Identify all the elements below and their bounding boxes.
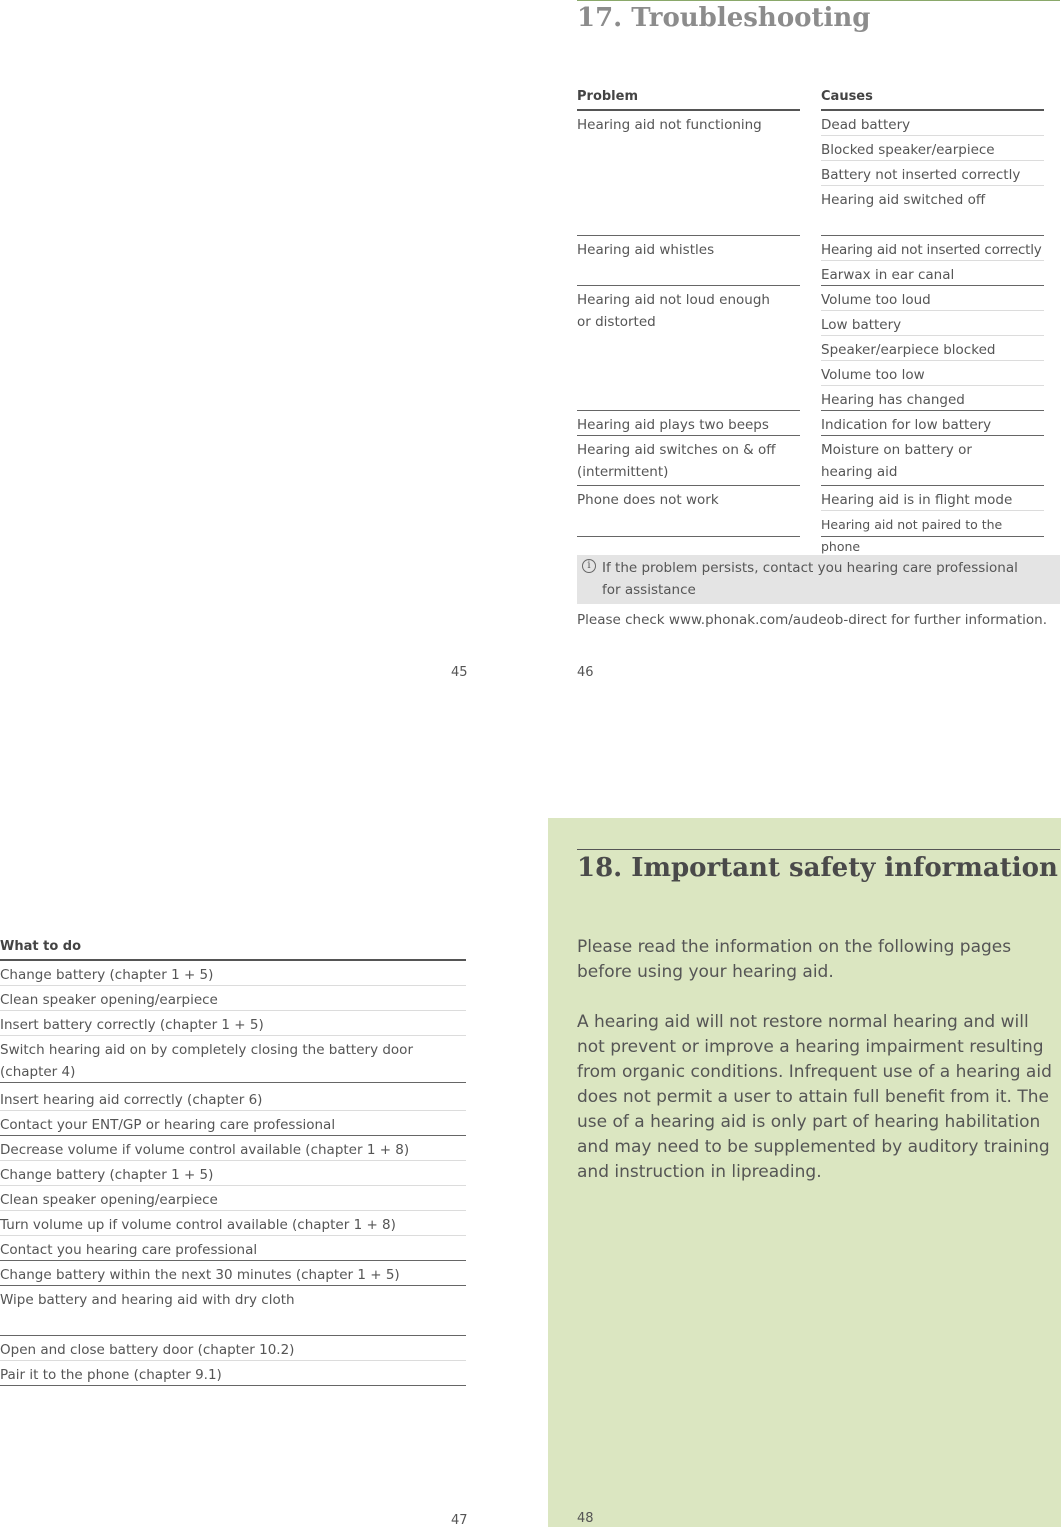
safety-paragraph: Please read the information on the following pages before using your hearing aid. bbox=[577, 937, 1012, 982]
cause-row: Volume too loud bbox=[821, 286, 1044, 311]
action-row: Contact your ENT/GP or hearing care professional bbox=[0, 1111, 466, 1136]
page-title-safety: 18. Important safety information bbox=[577, 853, 1058, 883]
problem-row: Hearing aid whistles bbox=[577, 236, 800, 286]
info-icon: i bbox=[582, 559, 596, 573]
page-number: 45 bbox=[451, 665, 468, 680]
page-number: 47 bbox=[451, 1513, 468, 1528]
cause-row: Hearing aid not paired to the phone bbox=[821, 511, 1044, 537]
action-row: Open and close battery door (chapter 10.2) bbox=[0, 1336, 466, 1361]
causes-column-header: Causes bbox=[821, 89, 1044, 111]
action-row: Clean speaker opening/earpiece bbox=[0, 1186, 466, 1211]
action-row: Pair it to the phone (chapter 9.1) bbox=[0, 1361, 466, 1386]
cause-row: Blocked speaker/earpiece bbox=[821, 136, 1044, 161]
further-information-text: Please check www.phonak.com/audeob-direct for further information. bbox=[577, 612, 1048, 628]
action-row: Turn volume up if volume control available (chapter 1 + 8) bbox=[0, 1211, 466, 1236]
action-row: Change battery within the next 30 minutes (chapter 1 + 5) bbox=[0, 1261, 466, 1286]
cause-row: Hearing has changed bbox=[821, 386, 1044, 411]
problem-column-header: Problem bbox=[577, 89, 800, 111]
action-row: Contact you hearing care professional bbox=[0, 1236, 466, 1261]
cause-row: Earwax in ear canal bbox=[821, 261, 1044, 286]
action-row: Switch hearing aid on by completely closing the battery door (chapter 4) bbox=[0, 1036, 466, 1083]
action-row: Insert battery correctly (chapter 1 + 5) bbox=[0, 1011, 466, 1036]
action-row: Decrease volume if volume control available (chapter 1 + 8) bbox=[0, 1136, 466, 1161]
problem-row: Hearing aid plays two beeps bbox=[577, 411, 800, 436]
cause-row: Low battery bbox=[821, 311, 1044, 336]
cause-row: Moisture on battery or hearing aid bbox=[821, 436, 1044, 486]
cause-row: Volume too low bbox=[821, 361, 1044, 386]
problem-row: Hearing aid switches on & off (intermittent) bbox=[577, 436, 800, 486]
cause-row: Battery not inserted correctly bbox=[821, 161, 1044, 186]
action-row: Wipe battery and hearing aid with dry cloth bbox=[0, 1286, 466, 1336]
cause-row: Speaker/earpiece blocked bbox=[821, 336, 1044, 361]
cause-row: Dead battery bbox=[821, 111, 1044, 136]
action-row: Insert hearing aid correctly (chapter 6) bbox=[0, 1086, 466, 1111]
cause-row: Hearing aid is in flight mode bbox=[821, 486, 1044, 511]
info-note: i If the problem persists, contact you hearing care professional for assistance bbox=[577, 555, 1060, 604]
what-to-do-header: What to do bbox=[0, 939, 466, 961]
problem-row: Hearing aid not functioning bbox=[577, 111, 800, 236]
action-row: Clean speaker opening/earpiece bbox=[0, 986, 466, 1011]
title-rule bbox=[577, 0, 1060, 1]
safety-paragraph: A hearing aid will not restore normal hearing and will not prevent or improve a hearing impairment resulting from organic conditions. Infrequent use of a hearing aid does not permit a user to attain full benefit from it. The use of a hearing aid is only part of hearing habilitation and may need to be supplemented by auditory training and instruction in lipreading. bbox=[577, 1012, 1052, 1182]
cause-row: Hearing aid switched off bbox=[821, 186, 1044, 236]
cause-row: Indication for low battery bbox=[821, 411, 1044, 436]
page-number: 46 bbox=[577, 665, 594, 680]
page-number: 48 bbox=[577, 1511, 594, 1526]
problem-row: Phone does not work bbox=[577, 486, 800, 537]
title-rule bbox=[577, 849, 1060, 850]
action-row: Change battery (chapter 1 + 5) bbox=[0, 1161, 466, 1186]
cause-row: Hearing aid not inserted correctly bbox=[821, 236, 1044, 261]
page-title-troubleshooting: 17. Troubleshooting bbox=[577, 3, 871, 33]
action-row: Change battery (chapter 1 + 5) bbox=[0, 961, 466, 986]
problem-row: Hearing aid not loud enough or distorted bbox=[577, 286, 800, 411]
